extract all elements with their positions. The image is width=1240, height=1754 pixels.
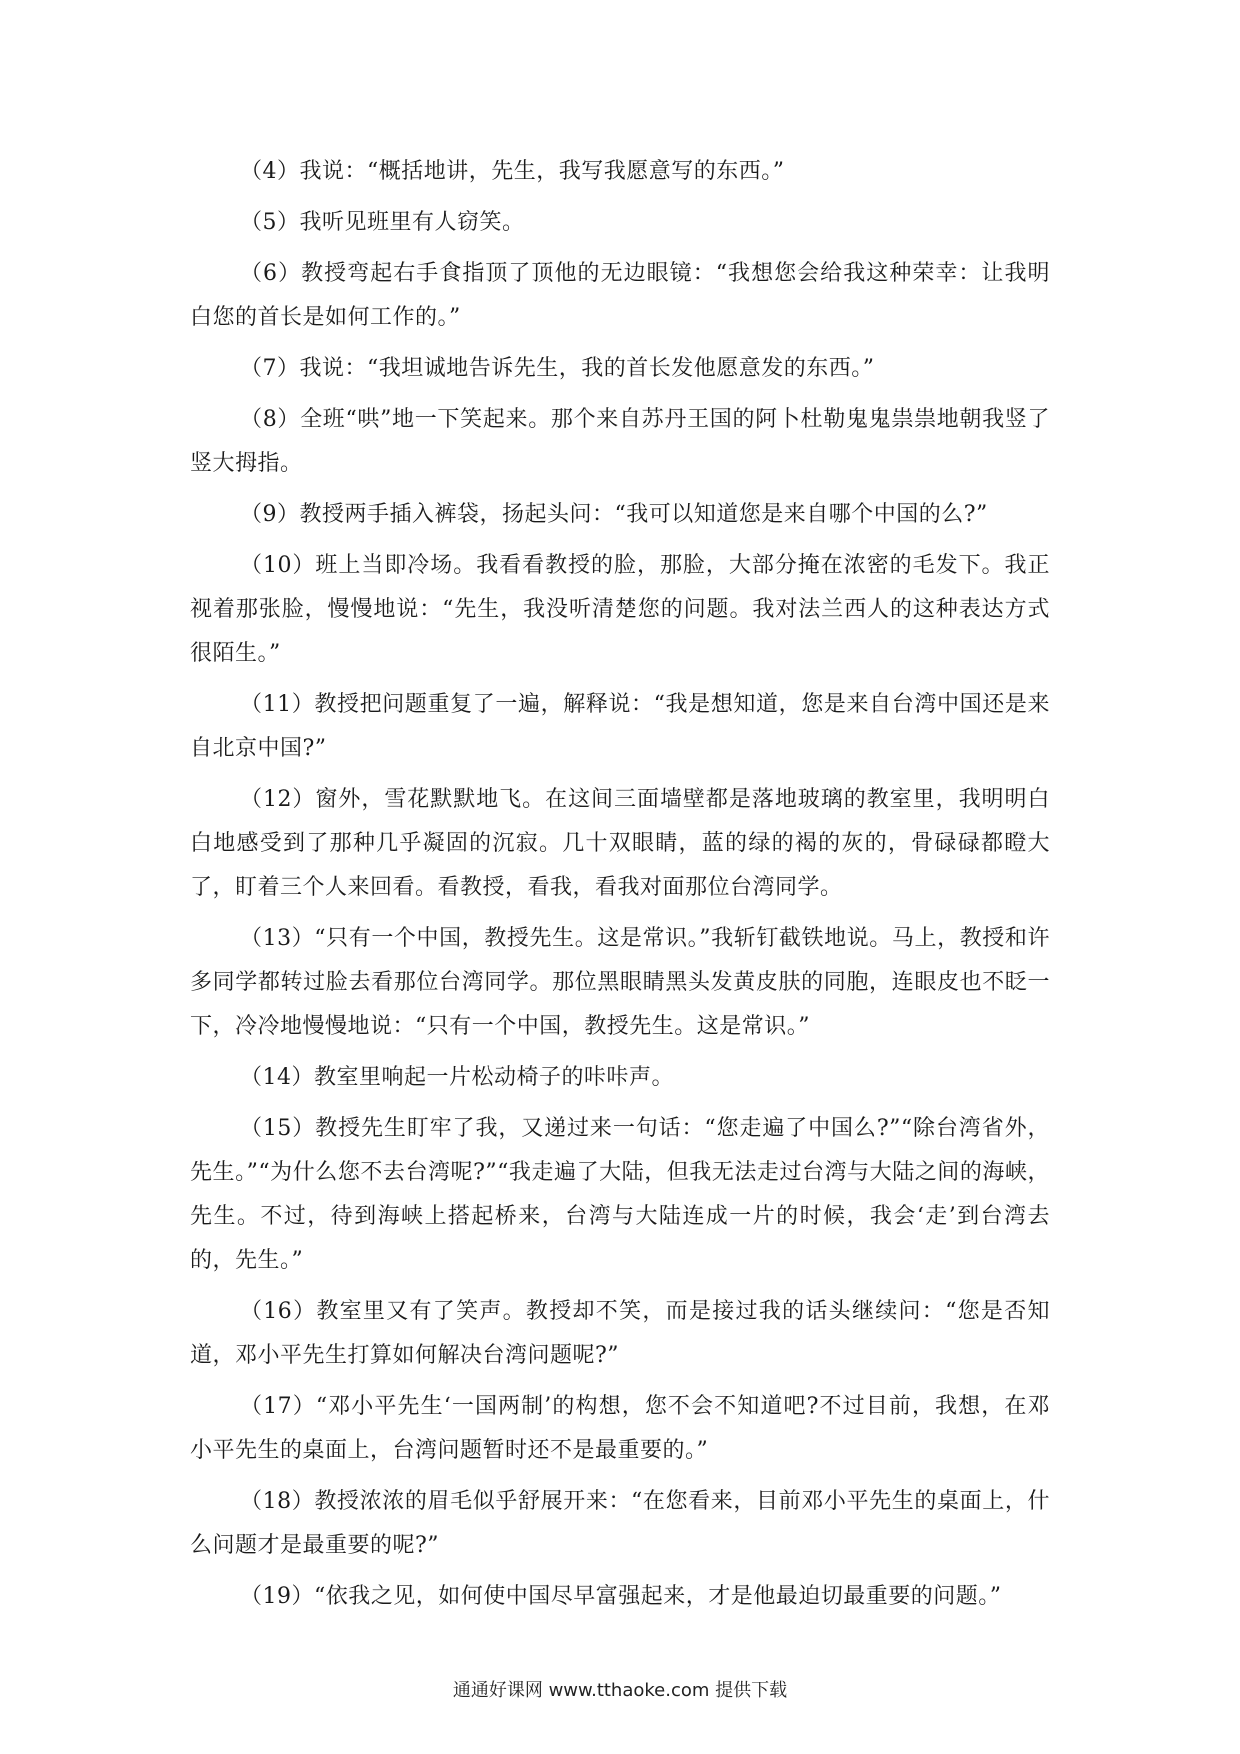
paragraph-13: （13）“只有一个中国，教授先生。这是常识。”我斩钉截铁地说。马上，教授和许多同学都转过脸去看那位台湾同学。那位黑眼睛黑头发黄皮肤的同胞，连眼皮也不眨一下，冷冷地慢慢地说：“只有一个中国，教授先生。这是常识。” bbox=[190, 926, 1050, 1039]
paragraph-5: （5）我听见班里有人窃笑。 bbox=[240, 210, 525, 235]
paragraph-15: （15）教授先生盯牢了我，又递过来一句话：“您走遍了中国么?”“除台湾省外，先生。”“为什么您不去台湾呢?”“我走遍了大陆，但我无法走过台湾与大陆之间的海峡，先生。不过，待到海峡上搭起桥来，台湾与大陆连成一片的时候，我会‘走’到台湾去的，先生。” bbox=[190, 1116, 1050, 1273]
paragraph-14: （14）教室里响起一片松动椅子的咔咔声。 bbox=[240, 1065, 674, 1090]
paragraph-7: （7）我说：“我坦诚地告诉先生，我的首长发他愿意发的东西。” bbox=[240, 356, 875, 381]
paragraph-11: （11）教授把问题重复了一遍，解释说：“我是想知道，您是来自台湾中国还是来自北京中国?” bbox=[190, 692, 1050, 761]
paragraph-12: （12）窗外，雪花默默地飞。在这间三面墙壁都是落地玻璃的教室里，我明明白白地感受到了那种几乎凝固的沉寂。几十双眼睛，蓝的绿的褐的灰的，骨碌碌都瞪大了，盯着三个人来回看。看教授，看我，看我对面那位台湾同学。 bbox=[190, 787, 1050, 900]
paragraph-10: （10）班上当即冷场。我看看教授的脸，那脸，大部分掩在浓密的毛发下。我正视着那张脸，慢慢地说：“先生，我没听清楚您的问题。我对法兰西人的这种表达方式很陌生。” bbox=[190, 553, 1050, 666]
paragraph-9: （9）教授两手插入裤袋，扬起头问：“我可以知道您是来自哪个中国的么?” bbox=[240, 502, 988, 527]
paragraph-19: （19）“依我之见，如何使中国尽早富强起来，才是他最迫切最重要的问题。” bbox=[240, 1584, 1002, 1609]
paragraph-16: （16）教室里又有了笑声。教授却不笑，而是接过我的话头继续问：“您是否知道，邓小平先生打算如何解决台湾问题呢?” bbox=[190, 1299, 1050, 1368]
paragraph-4: （4）我说：“概括地讲，先生，我写我愿意写的东西。” bbox=[240, 159, 785, 184]
paragraph-18: （18）教授浓浓的眉毛似乎舒展开来：“在您看来，目前邓小平先生的桌面上，什么问题才是最重要的呢?” bbox=[190, 1489, 1050, 1558]
paragraph-6: （6）教授弯起右手食指顶了顶他的无边眼镜：“我想您会给我这种荣幸：让我明白您的首长是如何工作的。” bbox=[190, 261, 1050, 330]
page-footer: 通通好课网 www.tthaoke.com 提供下载 bbox=[452, 1680, 788, 1701]
paragraph-17: （17）“邓小平先生‘一国两制’的构想，您不会不知道吧?不过目前，我想，在邓小平先生的桌面上，台湾问题暂时还不是最重要的。” bbox=[190, 1394, 1050, 1463]
article-body bbox=[190, 150, 1050, 1626]
paragraph-8: （8）全班“哄”地一下笑起来。那个来自苏丹王国的阿卜杜勒鬼鬼祟祟地朝我竖了竖大拇指。 bbox=[190, 407, 1050, 476]
